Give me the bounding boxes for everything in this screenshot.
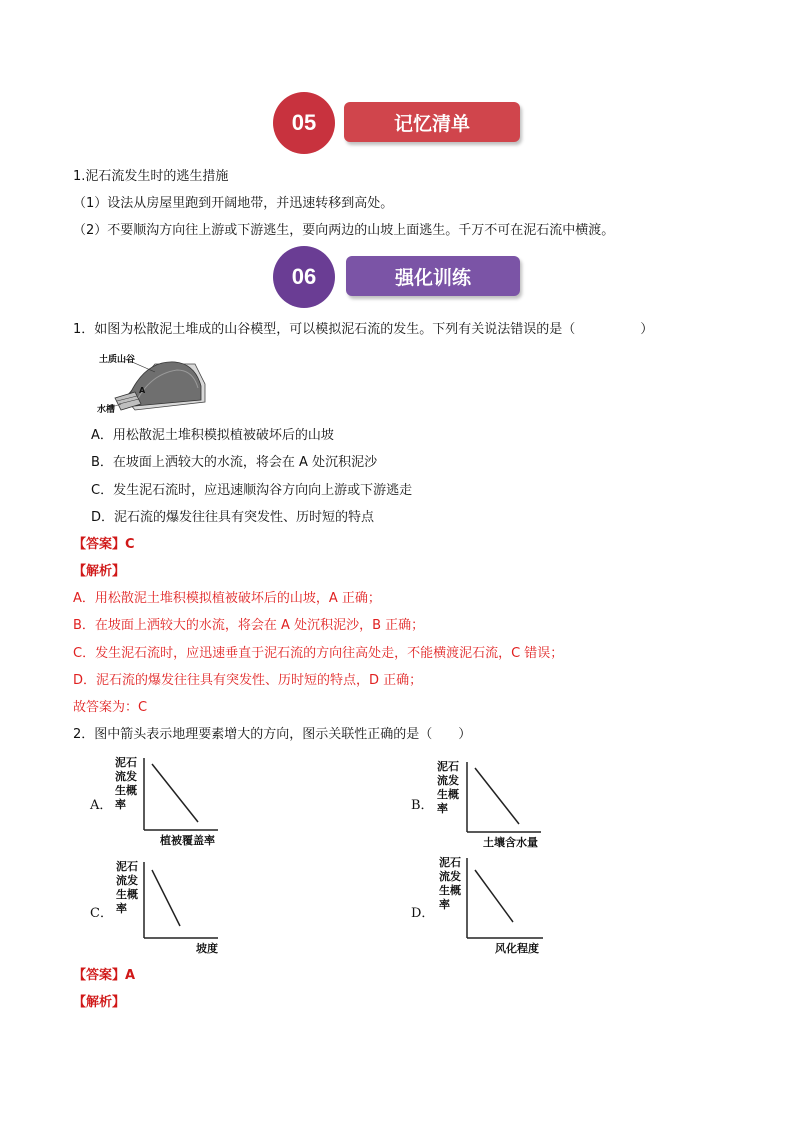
- valley-model-figure: [95, 346, 210, 414]
- q2-chart-d-ylabel: 泥石 流发 生概 率: [439, 856, 461, 911]
- q2-chart-a-axes: [140, 756, 220, 836]
- q2-chart-d-xlabel: 风化程度: [495, 942, 539, 955]
- q2-answer-value: A: [125, 968, 136, 983]
- memo-item-2: （2）不要顺沟方向往上游或下游逃生，要向两边的山坡上面逃生。千万不可在泥石流中横渡。: [73, 223, 615, 238]
- q1-option-b: B．在坡面上洒较大的水流，将会在 A 处沉积泥沙: [91, 455, 378, 470]
- q1-answer: [73, 536, 135, 554]
- q1-option-a: A．用松散泥土堆积模拟植被破坏后的山坡: [91, 428, 334, 443]
- q1-analysis-a: A．用松散泥土堆积模拟植被破坏后的山坡，A 正确；: [73, 591, 381, 606]
- q2-chart-b: [409, 760, 569, 852]
- q1-stem: 1．如图为松散泥土堆成的山谷模型，可以模拟泥石流的发生。下列有关说法错误的是（ ）: [73, 322, 654, 337]
- label-trough: 水槽: [97, 405, 116, 415]
- q2-chart-b-letter: B．: [411, 798, 434, 813]
- q1-analysis-c: C．发生泥石流时，应迅速垂直于泥石流的方向往高处走，不能横渡泥石流，C 错误；: [73, 646, 564, 661]
- section-05-number: 05: [291, 110, 317, 135]
- q1-analysis-tag: 【解析】: [73, 564, 126, 579]
- label-valley: 土质山谷: [99, 355, 136, 365]
- q2-chart-c-letter: C．: [90, 906, 113, 921]
- q2-chart-a-letter: A．: [90, 798, 113, 813]
- section-06-title: 强化训练: [346, 256, 520, 296]
- q2-answer-tag: 【答案】: [73, 968, 126, 983]
- q2-chart-c-axes: [140, 860, 220, 944]
- q2-chart-c: [88, 860, 248, 956]
- q1-option-d: D．泥石流的爆发往往具有突发性、历时短的特点: [91, 510, 375, 525]
- q1-answer-tag: 【答案】: [73, 537, 126, 552]
- q2-chart-a-ylabel: 泥石 流发 生概 率: [115, 756, 137, 811]
- q1-option-c: C．发生泥石流时，应迅速顺沟谷方向向上游或下游逃走: [91, 483, 413, 498]
- q2-chart-b-xlabel: 土壤含水量: [483, 836, 538, 849]
- label-a: A: [139, 386, 146, 395]
- q1-answer-value: C: [125, 537, 135, 552]
- q1-analysis-d: D．泥石流的爆发往往具有突发性、历时短的特点，D 正确；: [73, 673, 423, 688]
- q2-stem: 2．图中箭头表示地理要素增大的方向，图示关联性正确的是（ ）: [73, 727, 472, 742]
- section-06-number: 06: [291, 264, 317, 289]
- q2-chart-d-axes: [463, 856, 545, 942]
- section-05-title: 记忆清单: [344, 102, 520, 142]
- memo-heading: 1.泥石流发生时的逃生措施: [73, 169, 229, 184]
- q2-chart-a: [88, 756, 248, 848]
- q2-chart-b-ylabel: 泥石 流发 生概 率: [437, 760, 459, 815]
- q2-answer: [73, 967, 135, 985]
- q2-chart-d-letter: D．: [411, 906, 435, 921]
- q2-chart-c-xlabel: 坡度: [196, 942, 218, 955]
- memo-item-1: （1）设法从房屋里跑到开阔地带，并迅速转移到高处。: [73, 196, 394, 211]
- q1-conclusion: 故答案为：C: [73, 700, 148, 715]
- q1-analysis-b: B．在坡面上洒较大的水流，将会在 A 处沉积泥沙，B 正确；: [73, 618, 425, 633]
- q2-chart-d: [409, 856, 569, 956]
- q2-chart-b-axes: [463, 760, 543, 840]
- q2-analysis-tag: 【解析】: [73, 995, 126, 1010]
- q2-chart-c-ylabel: 泥石 流发 生概 率: [116, 860, 138, 915]
- q2-chart-a-xlabel: 植被覆盖率: [160, 834, 215, 847]
- section-05-badge: [273, 92, 335, 154]
- section-06-badge: [273, 246, 335, 308]
